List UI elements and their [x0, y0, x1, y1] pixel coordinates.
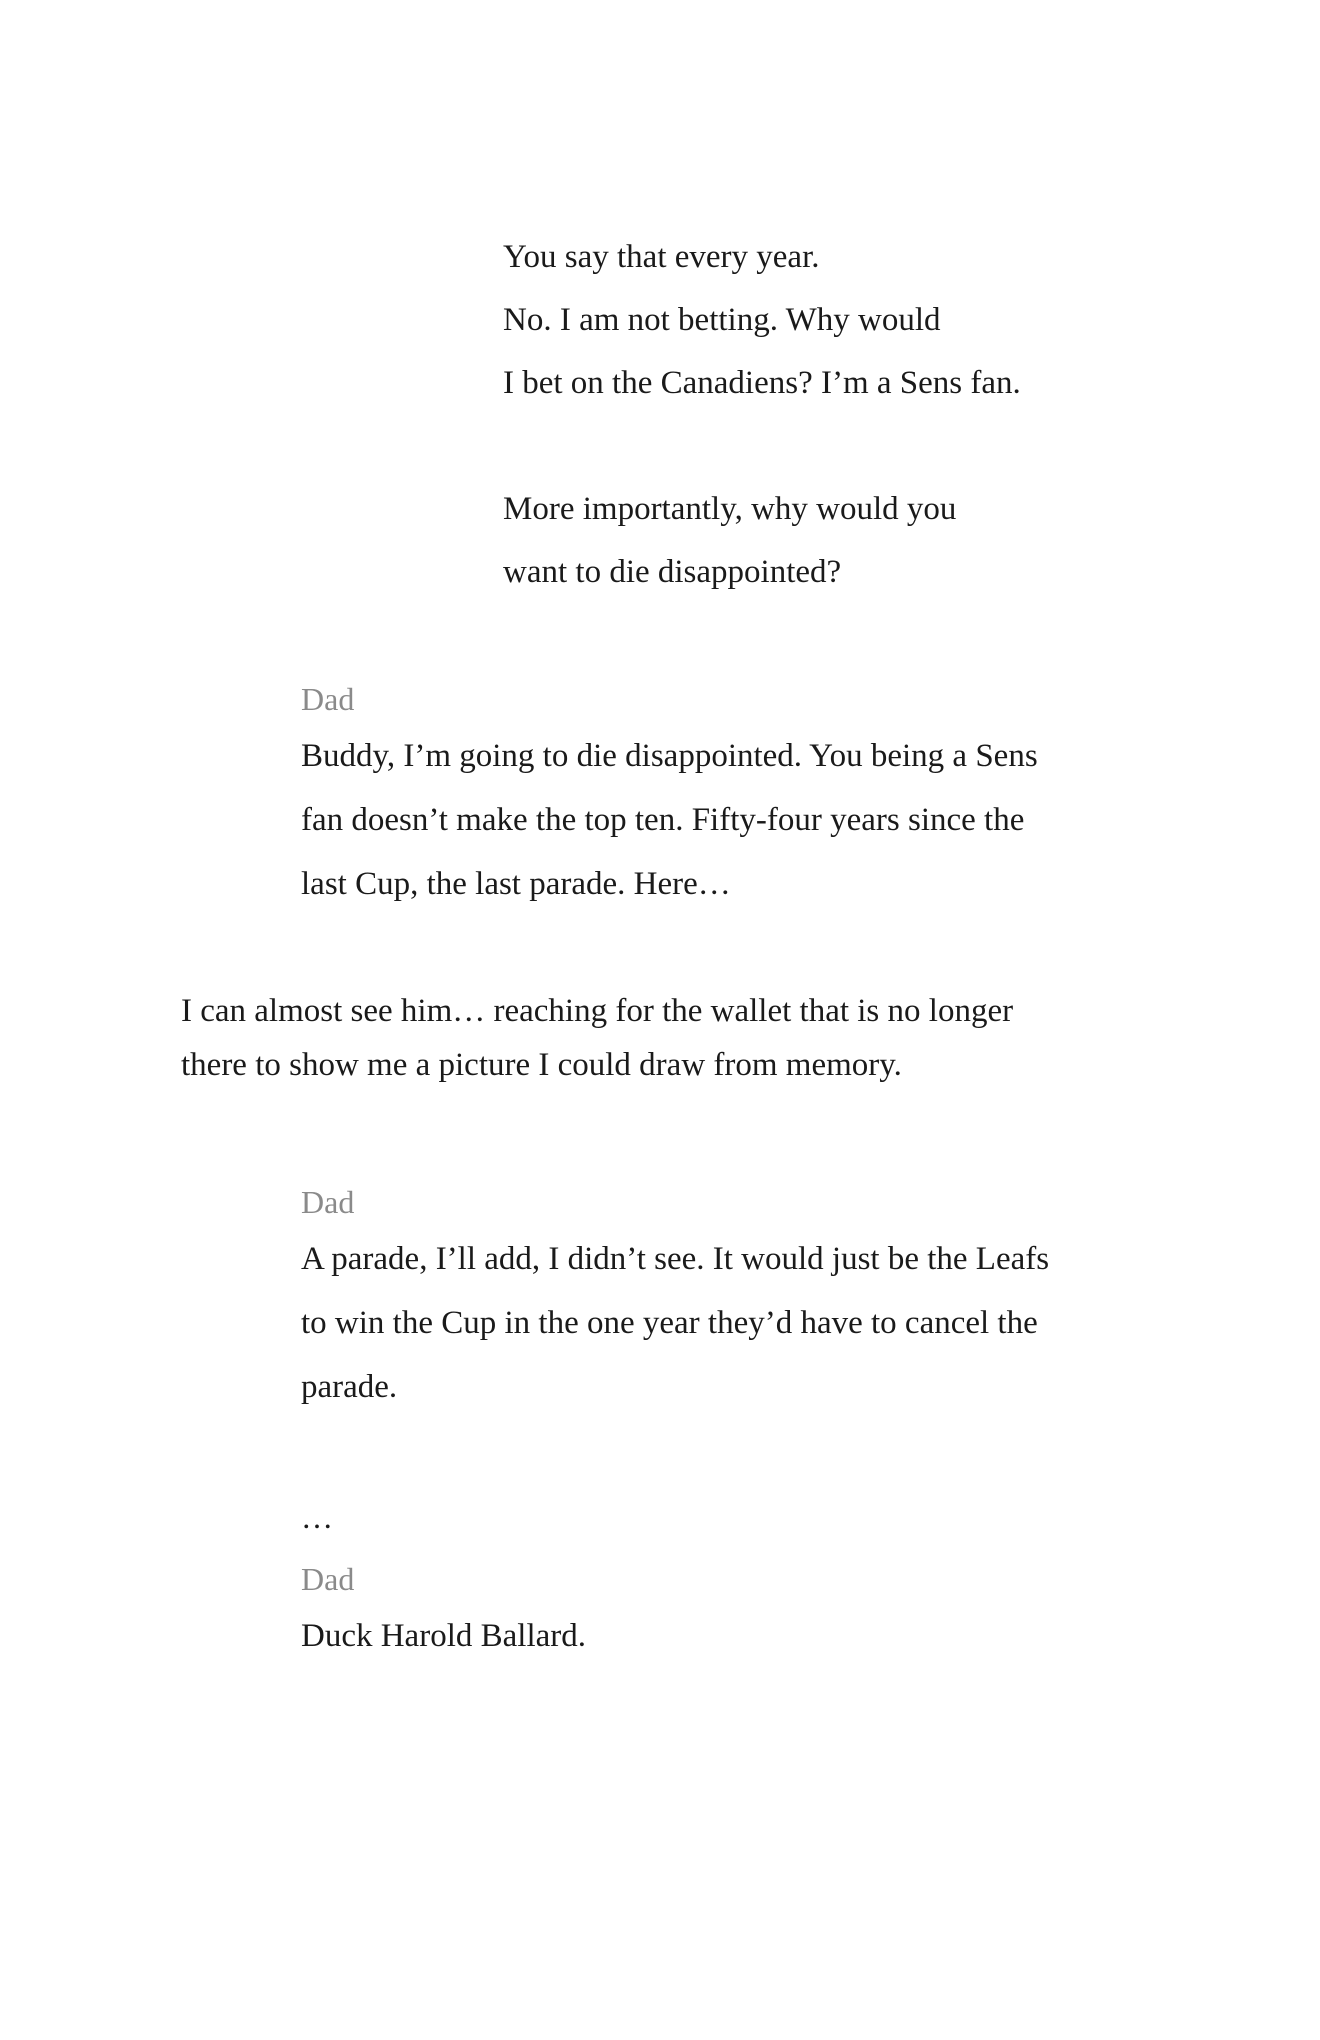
reply-line: No. I am not betting. Why would: [503, 302, 941, 338]
reply-block-2: [503, 478, 956, 604]
narration-block: [181, 984, 1121, 1092]
dialogue-block-3: [301, 1604, 1121, 1668]
dialogue-block-1: [301, 724, 1121, 916]
reply-line: You say that every year.: [503, 239, 820, 275]
reply-line: want to die disappointed?: [503, 554, 842, 590]
reply-line: I bet on the Canadiens? I’m a Sens fan.: [503, 365, 1021, 401]
dialogue-line: Buddy, I’m going to die disappointed. You being a Sens: [301, 738, 1038, 774]
speaker-label-dad: Dad: [301, 1184, 355, 1220]
dialogue-line: parade.: [301, 1369, 398, 1405]
dialogue-line: A parade, I’ll add, I didn’t see. It would just be the Leafs: [301, 1241, 1050, 1277]
dialogue-line: to win the Cup in the one year they’d have to cancel the: [301, 1305, 1038, 1341]
speaker-label-dad: Dad: [301, 681, 355, 717]
dialogue-block-2: [301, 1227, 1121, 1419]
reply-block-1: [503, 226, 1021, 415]
reply-line: More importantly, why would you: [503, 491, 957, 527]
speaker-label-dad: Dad: [301, 1561, 355, 1597]
narration-line: I can almost see him… reaching for the wallet that is no longer: [181, 993, 1014, 1029]
dialogue-line: Duck Harold Ballard.: [301, 1618, 586, 1654]
dialogue-line: fan doesn’t make the top ten. Fifty-four years since the: [301, 802, 1025, 838]
narration-line: there to show me a picture I could draw from memory.: [181, 1047, 902, 1083]
dialogue-line: last Cup, the last parade. Here…: [301, 866, 731, 902]
pause-ellipsis: …: [301, 1499, 333, 1535]
